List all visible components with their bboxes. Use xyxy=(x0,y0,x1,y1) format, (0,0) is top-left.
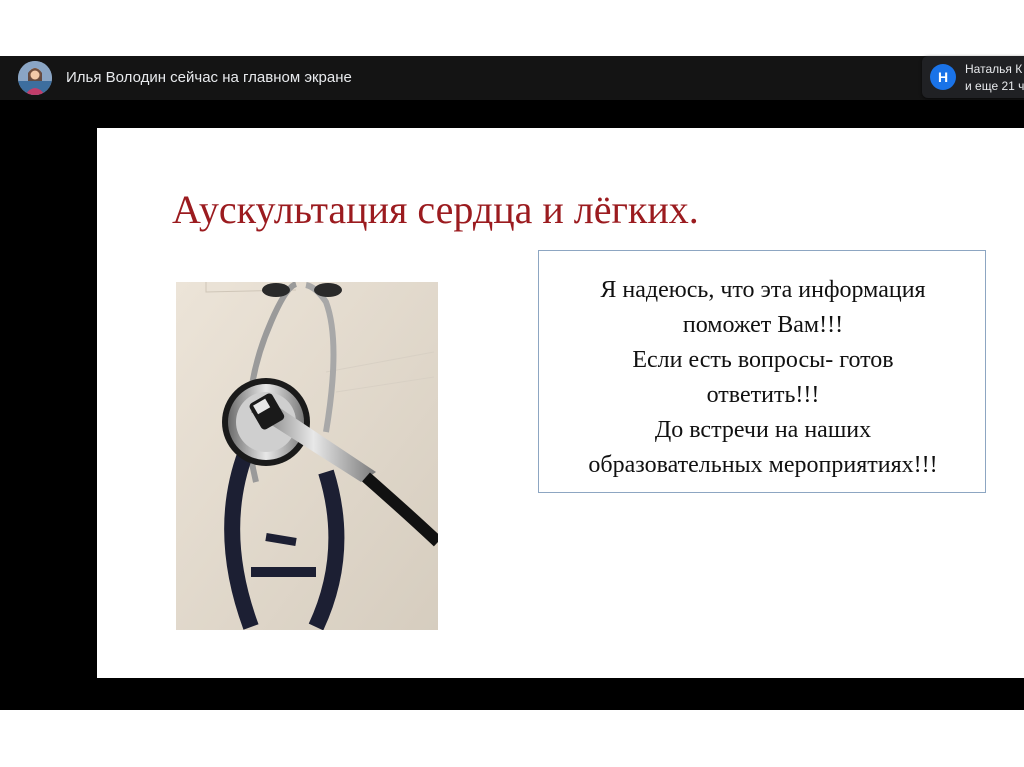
message-textbox xyxy=(538,250,986,493)
top-margin xyxy=(0,0,1024,56)
message-line: Я надеюсь, что эта информация xyxy=(600,277,926,303)
participant-name: Наталья К xyxy=(965,62,1023,76)
person-avatar-icon xyxy=(18,61,52,95)
message-line: До встречи на наших xyxy=(654,417,872,443)
presenter-status-text: Илья Володин сейчас на главном экране xyxy=(66,69,352,86)
message-line: поможет Вам!!! xyxy=(682,312,844,338)
slide-top-letterbox xyxy=(97,100,1024,128)
message-line: ответить!!! xyxy=(706,382,820,408)
slide-bottom-letterbox xyxy=(97,678,1024,710)
message-line: Если есть вопросы- готов xyxy=(632,347,894,373)
stethoscope-image-icon xyxy=(176,282,438,630)
bottom-margin xyxy=(0,710,1024,767)
slide-title: Аускультация сердца и лёгких. xyxy=(172,187,699,232)
participants-more-count: и еще 21 ч xyxy=(965,79,1024,93)
presenter-avatar xyxy=(18,61,52,95)
participant-avatar[interactable]: Н xyxy=(930,64,956,90)
message-line: образовательных мероприятиях!!! xyxy=(588,452,938,478)
stethoscope-photo xyxy=(176,282,438,630)
left-letterbox xyxy=(0,100,97,710)
